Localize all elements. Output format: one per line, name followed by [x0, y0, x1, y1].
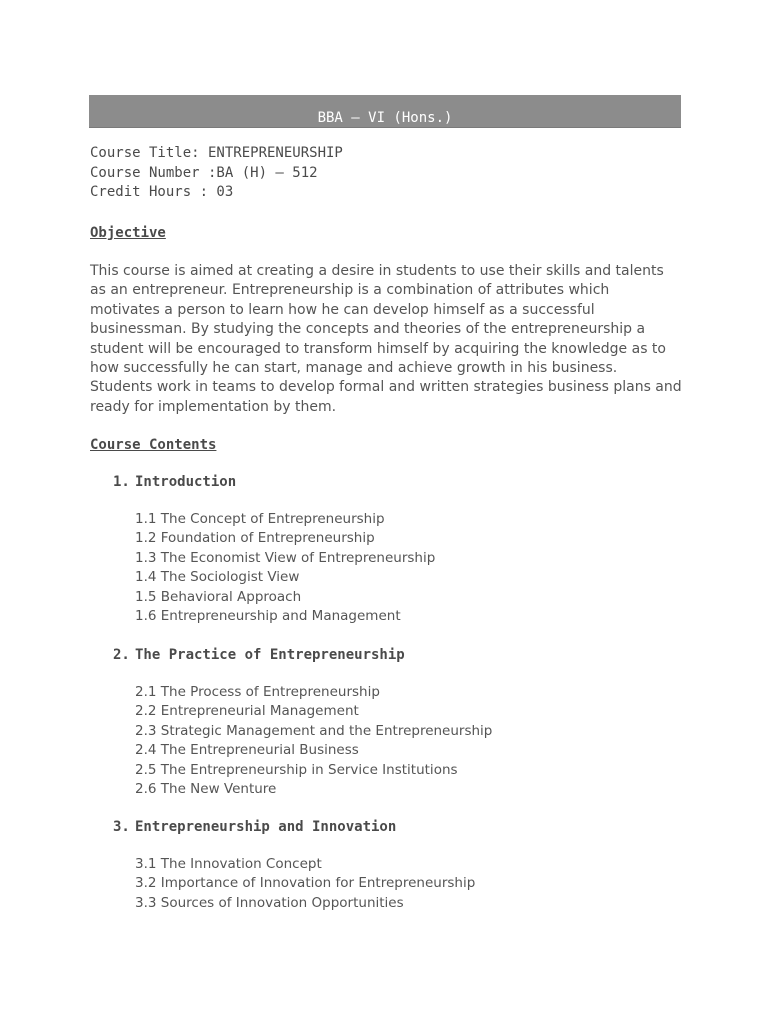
topic-item: 1.3 The Economist View of Entrepreneurship — [135, 549, 436, 566]
objective-paragraph — [90, 262, 690, 417]
credit-hours: Credit Hours : 03 — [90, 184, 234, 200]
topic-item: 2.6 The New Venture — [135, 781, 277, 798]
unit-title-text: Introduction — [135, 474, 237, 490]
topic-list — [135, 683, 492, 799]
unit-title — [113, 473, 236, 491]
topic-item: 1.2 Foundation of Entrepreneurship — [135, 530, 375, 547]
unit-number: 1. — [113, 474, 130, 490]
course-title: Course Title: ENTREPRENEURSHIP — [90, 145, 343, 161]
unit-title — [113, 818, 396, 836]
objective-line: student will be encouraged to transform himself by acquiring the knowledge as to — [90, 340, 666, 357]
program-title: BBA – VI (Hons.) — [317, 110, 453, 126]
topic-item: 2.4 The Entrepreneurial Business — [135, 742, 359, 759]
topic-item: 2.5 The Entrepreneurship in Service Institutions — [135, 761, 458, 778]
topic-item: 1.6 Entrepreneurship and Management — [135, 608, 401, 625]
unit-title — [113, 646, 405, 664]
topic-item: 2.2 Entrepreneurial Management — [135, 703, 359, 720]
unit-number: 3. — [113, 819, 130, 835]
program-header-bar — [89, 95, 681, 128]
topic-list — [135, 855, 475, 913]
objective-line: businessman. By studying the concepts and theories of the entrepreneurship a — [90, 321, 646, 338]
course-info — [90, 144, 343, 203]
unit-title-text: The Practice of Entrepreneurship — [135, 647, 405, 663]
objective-line: Students work in teams to develop formal and written strategies business plans and — [90, 379, 682, 396]
topic-item: 3.2 Importance of Innovation for Entrepreneurship — [135, 875, 476, 892]
topic-item: 1.4 The Sociologist View — [135, 569, 300, 586]
topic-item: 1.1 The Concept of Entrepreneurship — [135, 511, 385, 527]
course-number: Course Number :BA (H) – 512 — [90, 164, 318, 181]
objective-line: This course is aimed at creating a desire in students to use their skills and talents — [90, 263, 664, 279]
unit-introduction — [113, 473, 436, 625]
topic-item: 2.3 Strategic Management and the Entrepreneurship — [135, 722, 493, 739]
course-contents-heading: Course Contents — [90, 437, 217, 453]
topic-item: 1.5 Behavioral Approach — [135, 588, 302, 605]
topic-list — [135, 510, 435, 626]
unit-number: 2. — [113, 647, 130, 663]
topic-item: 2.1 The Process of Entrepreneurship — [135, 684, 380, 700]
objective-line: as an entrepreneur. Entrepreneurship is a combination of attributes which — [90, 282, 610, 299]
topic-item: 3.3 Sources of Innovation Opportunities — [135, 894, 404, 911]
unit-entrepreneurship-and-innovation — [113, 818, 476, 911]
objective-heading: Objective — [90, 225, 166, 241]
objective-line: how successfully he can start, manage and achieve growth in his business. — [90, 360, 618, 377]
objective-line: ready for implementation by them. — [90, 398, 337, 415]
objective-line: motivates a person to learn how he can develop himself as a successful — [90, 301, 595, 318]
unit-title-text: Entrepreneurship and Innovation — [135, 819, 397, 835]
topic-item: 3.1 The Innovation Concept — [135, 856, 322, 872]
unit-practice-of-entrepreneurship — [113, 646, 493, 798]
